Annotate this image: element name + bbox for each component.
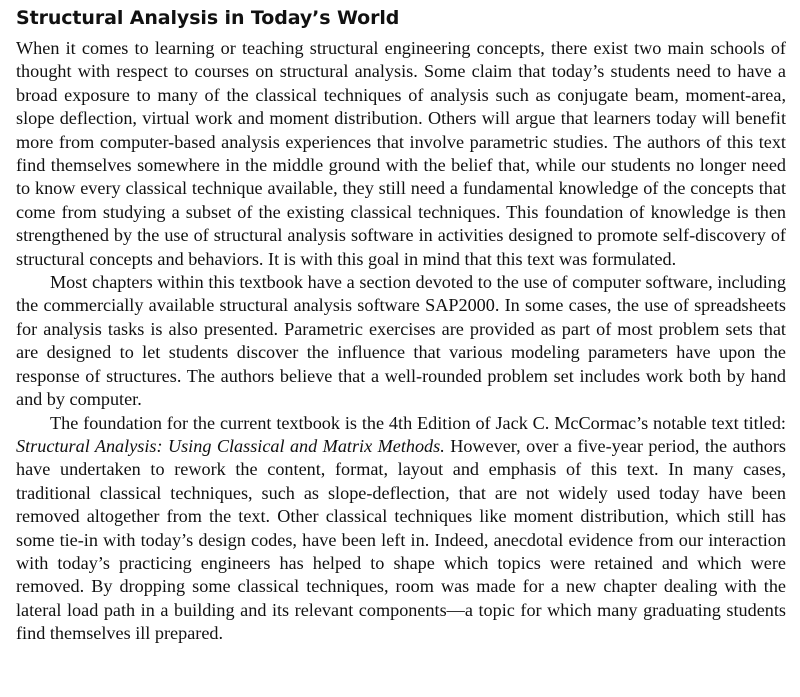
paragraph-foundation <box>16 412 786 646</box>
paragraph-intro: When it comes to learning or teaching structural engineering concepts, there exist two main schools of thought with respect to courses on structural analysis. Some claim that today’s students need to have a broad exposure to many of the classical techniques of analysis such as conjugate beam, moment-area, slope deflection, virtual work and moment distribution. Others will argue that learners today will benefit more from computer-based analysis experiences that involve parametric studies. The authors of this text find themselves somewhere in the middle ground with the belief that, while our students no longer need to know every classical technique available, they still need a fundamental knowledge of the concepts that come from studying a subset of the existing classical techniques. This foundation of knowledge is then strengthened by the use of structural analysis software in activities designed to promote self-discovery of structural concepts and behaviors. It is with this goal in mind that this text was formulated. <box>16 38 786 269</box>
section-heading: Structural Analysis in Today’s World <box>16 7 400 29</box>
paragraph-foundation-lead: The foundation for the current textbook is the 4th Edition of Jack C. McCormac’s notable text titled: <box>50 412 786 433</box>
book-title: Structural Analysis: Using Classical and Matrix Methods. <box>16 435 445 456</box>
paragraph-foundation-rest: However, over a five-year period, the authors have undertaken to rework the content, format, layout and emphasis of this text. In many cases, traditional classical techniques, such as slope-deflection, that are not widely used today have been removed altogether from the text. Other classical techniques like moment distribution, which still has some tie-in with today’s design codes, have been left in. Indeed, anecdotal evidence from our interaction with today’s practicing engineers has helped to shape which topics were retained and which were removed. By dropping some classical techniques, room was made for a new chapter dealing with the lateral load path in a building and its relevant components—a topic for which many graduating students find themselves ill prepared. <box>16 435 786 644</box>
document-page <box>16 6 786 646</box>
paragraph-software: Most chapters within this textbook have a section devoted to the use of computer software, including the commercially available structural analysis software SAP2000. In some cases, the use of spreadsheets for analysis tasks is also presented. Parametric exercises are provided as part of most problem sets that are designed to let students discover the influence that various modeling parameters have upon the response of structures. The authors believe that a well-rounded problem set includes work both by hand and by computer. <box>16 272 786 410</box>
